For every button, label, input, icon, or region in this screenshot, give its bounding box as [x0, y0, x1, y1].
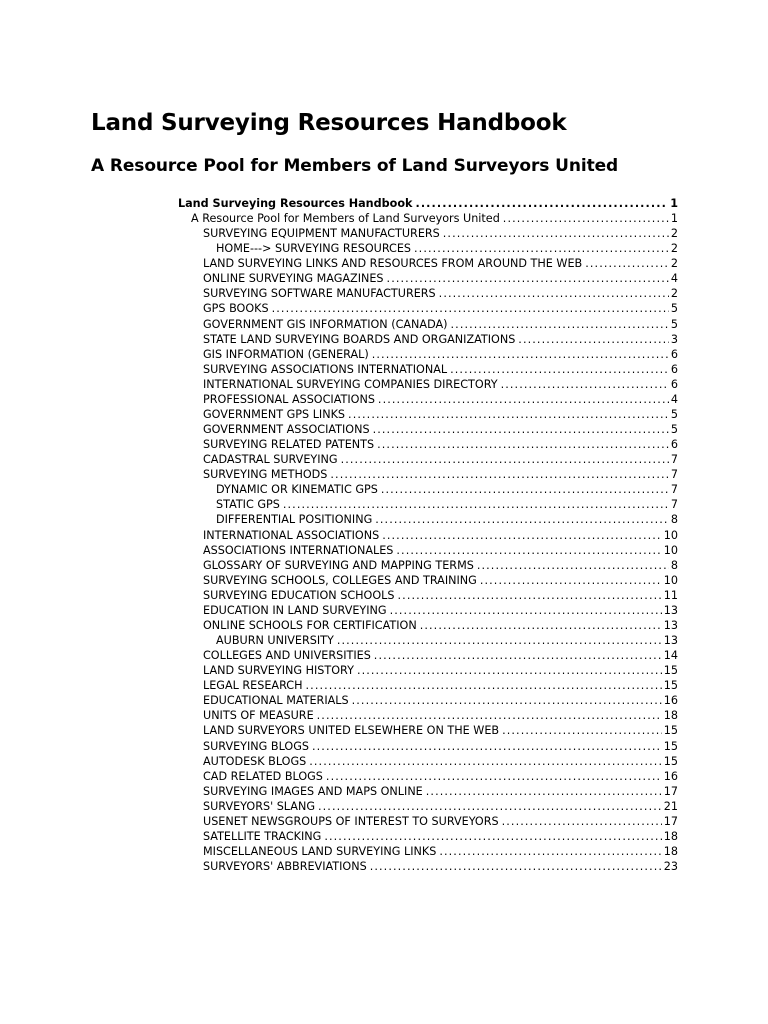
toc-entry[interactable]: [203, 723, 678, 738]
toc-entry[interactable]: [203, 256, 678, 271]
toc-dot-leader: [324, 829, 661, 844]
toc-entry-title: SURVEYING BLOGS: [203, 739, 309, 753]
toc-entry-title: LAND SURVEYORS UNITED ELSEWHERE ON THE WEB: [203, 724, 500, 738]
toc-dot-leader: [352, 693, 662, 708]
toc-entry[interactable]: [203, 422, 678, 437]
page-subtitle: A Resource Pool for Members of Land Surveyors United: [91, 156, 619, 176]
toc-entry-title: LAND SURVEYING LINKS AND RESOURCES FROM AROUND THE WEB: [203, 257, 583, 271]
toc-entry[interactable]: [203, 708, 678, 723]
toc-entry-title: USENET NEWSGROUPS OF INTEREST TO SURVEYORS: [203, 814, 499, 828]
toc-entry[interactable]: [216, 512, 678, 527]
toc-entry[interactable]: [203, 693, 678, 708]
toc-entry-page-number: 17: [663, 784, 678, 798]
toc-entry-page-number: 10: [663, 543, 678, 557]
toc-dot-leader: [317, 708, 662, 723]
toc-entry-title: PROFESSIONAL ASSOCIATIONS: [203, 392, 375, 406]
toc-entry-page-number: 5: [670, 302, 678, 316]
toc-entry-page-number: 1: [670, 197, 678, 210]
toc-dot-leader: [337, 633, 662, 648]
toc-entry-page-number: 21: [663, 799, 678, 813]
toc-entry-title: SURVEYING EQUIPMENT MANUFACTURERS: [203, 227, 440, 241]
toc-dot-leader: [375, 512, 669, 527]
toc-entry-page-number: 3: [670, 332, 678, 346]
toc-dot-leader: [426, 784, 662, 799]
toc-entry-page-number: 2: [670, 257, 678, 271]
toc-entry[interactable]: [203, 467, 678, 482]
toc-entry-page-number: 5: [670, 407, 678, 421]
toc-entry[interactable]: [203, 678, 678, 693]
toc-entry-title: AUBURN UNIVERSITY: [216, 634, 334, 648]
toc-entry[interactable]: [203, 528, 678, 543]
toc-entry-page-number: 13: [663, 634, 678, 648]
toc-entry-title: ONLINE SCHOOLS FOR CERTIFICATION: [203, 618, 417, 632]
toc-entry[interactable]: [203, 377, 678, 392]
toc-dot-leader: [326, 769, 662, 784]
toc-dot-leader: [443, 226, 669, 241]
toc-dot-leader: [477, 558, 669, 573]
toc-dot-leader: [420, 618, 662, 633]
toc-entry-page-number: 10: [663, 528, 678, 542]
toc-entry[interactable]: [203, 332, 678, 347]
toc-dot-leader: [501, 377, 669, 392]
toc-entry[interactable]: [191, 211, 678, 226]
toc-entry[interactable]: [216, 497, 678, 512]
toc-entry[interactable]: [203, 271, 678, 286]
toc-dot-leader: [415, 196, 668, 211]
toc-entry-page-number: 8: [670, 558, 678, 572]
toc-entry-title: COLLEGES AND UNIVERSITIES: [203, 649, 371, 663]
toc-dot-leader: [382, 528, 662, 543]
page-title: Land Surveying Resources Handbook: [91, 110, 567, 136]
toc-entry[interactable]: [203, 603, 678, 618]
toc-entry-title: SATELLITE TRACKING: [203, 829, 322, 843]
toc-dot-leader: [374, 648, 662, 663]
toc-dot-leader: [451, 317, 669, 332]
toc-entry-page-number: 10: [663, 573, 678, 587]
toc-dot-leader: [502, 814, 662, 829]
toc-dot-leader: [372, 347, 669, 362]
toc-entry-title: SURVEYING ASSOCIATIONS INTERNATIONAL: [203, 362, 448, 376]
toc-entry-page-number: 11: [663, 588, 678, 602]
toc-entry-title: ONLINE SURVEYING MAGAZINES: [203, 272, 384, 286]
toc-entry[interactable]: [216, 482, 678, 497]
toc-dot-leader: [503, 211, 669, 226]
toc-dot-leader: [357, 663, 662, 678]
toc-dot-leader: [330, 467, 668, 482]
toc-entry[interactable]: [203, 769, 678, 784]
toc-entry-title: EDUCATIONAL MATERIALS: [203, 694, 349, 708]
toc-entry-title: GPS BOOKS: [203, 302, 269, 316]
toc-entry[interactable]: [203, 558, 678, 573]
toc-entry-page-number: 1: [670, 212, 678, 226]
toc-dot-leader: [272, 301, 669, 316]
toc-entry-page-number: 2: [670, 287, 678, 301]
toc-entry-page-number: 8: [670, 513, 678, 527]
toc-entry-page-number: 6: [670, 438, 678, 452]
toc-entry[interactable]: [203, 754, 678, 769]
toc-entry[interactable]: [203, 829, 678, 844]
toc-dot-leader: [377, 437, 669, 452]
toc-entry-title: GOVERNMENT ASSOCIATIONS: [203, 423, 370, 437]
toc-dot-leader: [370, 859, 662, 874]
toc-entry-page-number: 7: [670, 498, 678, 512]
toc-dot-leader: [585, 256, 669, 271]
toc-entry-title: EDUCATION IN LAND SURVEYING: [203, 603, 387, 617]
toc-entry[interactable]: [203, 648, 678, 663]
toc-entry[interactable]: [216, 633, 678, 648]
toc-entry[interactable]: [203, 452, 678, 467]
toc-entry-title: DIFFERENTIAL POSITIONING: [216, 513, 373, 527]
toc-dot-leader: [414, 241, 669, 256]
toc-entry[interactable]: [203, 392, 678, 407]
toc-entry-page-number: 23: [663, 860, 678, 874]
toc-entry-page-number: 7: [670, 468, 678, 482]
toc-dot-leader: [518, 332, 669, 347]
toc-dot-leader: [283, 497, 669, 512]
toc-entry-title: SURVEYORS' ABBREVIATIONS: [203, 860, 367, 874]
toc-entry-title: GOVERNMENT GIS INFORMATION (CANADA): [203, 317, 448, 331]
toc-entry-page-number: 5: [670, 423, 678, 437]
toc-entry-page-number: 15: [663, 739, 678, 753]
toc-entry[interactable]: [203, 286, 678, 301]
toc-entry-title: SURVEYING METHODS: [203, 468, 328, 482]
toc-entry-title: SURVEYING IMAGES AND MAPS ONLINE: [203, 784, 423, 798]
toc-entry-page-number: 16: [663, 694, 678, 708]
toc-entry[interactable]: [203, 226, 678, 241]
toc-entry-title: INTERNATIONAL SURVEYING COMPANIES DIRECTORY: [203, 377, 498, 391]
toc-entry-title: STATE LAND SURVEYING BOARDS AND ORGANIZATIONS: [203, 332, 516, 346]
toc-entry-title: Land Surveying Resources Handbook: [178, 197, 413, 210]
toc-entry[interactable]: [203, 543, 678, 558]
toc-entry[interactable]: [203, 784, 678, 799]
toc-entry-title: SURVEYING SCHOOLS, COLLEGES AND TRAINING: [203, 573, 477, 587]
toc-entry-page-number: 18: [663, 829, 678, 843]
toc-entry-page-number: 15: [663, 754, 678, 768]
toc-entry-title: SURVEYORS' SLANG: [203, 799, 315, 813]
toc-entry-title: CADASTRAL SURVEYING: [203, 453, 338, 467]
toc-dot-leader: [378, 392, 669, 407]
toc-entry-title: MISCELLANEOUS LAND SURVEYING LINKS: [203, 845, 437, 858]
toc-dot-leader: [348, 407, 669, 422]
toc-dot-leader: [373, 422, 669, 437]
toc-entry-title: ASSOCIATIONS INTERNATIONALES: [203, 543, 394, 557]
toc-entry[interactable]: [203, 844, 678, 859]
toc-dot-leader: [312, 739, 662, 754]
toc-entry[interactable]: [203, 407, 678, 422]
toc-entry-page-number: 18: [663, 845, 678, 858]
toc-dot-leader: [390, 603, 662, 618]
toc-entry-page-number: 18: [663, 709, 678, 723]
toc-dot-leader: [306, 678, 662, 693]
toc-dot-leader: [502, 723, 662, 738]
toc-entry-page-number: 4: [670, 392, 678, 406]
toc-entry-title: INTERNATIONAL ASSOCIATIONS: [203, 528, 380, 542]
toc-entry[interactable]: [203, 347, 678, 362]
toc-entry-title: HOME---> SURVEYING RESOURCES: [216, 242, 412, 256]
toc-dot-leader: [439, 844, 661, 859]
toc-entry-title: SURVEYING RELATED PATENTS: [203, 438, 375, 452]
toc-entry[interactable]: [203, 573, 678, 588]
toc-entry-page-number: 15: [663, 664, 678, 678]
toc-entry-title: GLOSSARY OF SURVEYING AND MAPPING TERMS: [203, 558, 474, 572]
toc-dot-leader: [450, 362, 669, 377]
toc-entry-title: LEGAL RESEARCH: [203, 679, 303, 693]
toc-dot-leader: [309, 754, 662, 769]
toc-entry-title: GOVERNMENT GPS LINKS: [203, 407, 346, 421]
toc-dot-leader: [387, 271, 669, 286]
toc-entry-title: DYNAMIC OR KINEMATIC GPS: [216, 483, 378, 497]
toc-entry-title: A Resource Pool for Members of Land Surveyors United: [191, 212, 500, 226]
toc-entry[interactable]: [203, 663, 678, 678]
toc-entry-title: SURVEYING SOFTWARE MANUFACTURERS: [203, 287, 436, 301]
toc-entry[interactable]: [203, 859, 678, 874]
toc-entry-title: GIS INFORMATION (GENERAL): [203, 347, 369, 361]
toc-entry-page-number: 5: [670, 317, 678, 331]
toc-entry[interactable]: [216, 241, 678, 256]
toc-dot-leader: [318, 799, 662, 814]
toc-entry[interactable]: [203, 317, 678, 332]
toc-entry-page-number: 15: [663, 724, 678, 738]
toc-entry-title: AUTODESK BLOGS: [203, 754, 307, 768]
toc-entry[interactable]: [203, 739, 678, 754]
toc-entry[interactable]: [203, 362, 678, 377]
toc-entry-title: UNITS OF MEASURE: [203, 709, 314, 723]
toc-entry-page-number: 13: [663, 618, 678, 632]
toc-entry-page-number: 2: [670, 242, 678, 256]
toc-entry-title: LAND SURVEYING HISTORY: [203, 664, 354, 678]
toc-dot-leader: [341, 452, 669, 467]
toc-dot-leader: [439, 286, 669, 301]
toc-entry-page-number: 4: [670, 272, 678, 286]
toc-entry-page-number: 6: [670, 362, 678, 376]
toc-entry-page-number: 2: [670, 227, 678, 241]
toc-entry-page-number: 7: [670, 453, 678, 467]
toc-dot-leader: [381, 482, 669, 497]
toc-entry-title: SURVEYING EDUCATION SCHOOLS: [203, 588, 395, 602]
toc-entry-page-number: 16: [663, 769, 678, 783]
toc-entry[interactable]: [203, 588, 678, 603]
toc-dot-leader: [398, 588, 662, 603]
toc-entry-page-number: 6: [670, 347, 678, 361]
toc-entry-title: STATIC GPS: [216, 498, 280, 512]
toc-entry-page-number: 13: [663, 603, 678, 617]
toc-entry[interactable]: [203, 799, 678, 814]
toc-entry[interactable]: [203, 301, 678, 316]
toc-entry[interactable]: [203, 437, 678, 452]
toc-entry-page-number: 7: [670, 483, 678, 497]
toc-dot-leader: [396, 543, 661, 558]
toc-entry[interactable]: [178, 196, 678, 211]
toc-entry[interactable]: [203, 814, 678, 829]
toc-entry-title: CAD RELATED BLOGS: [203, 769, 323, 783]
toc-dot-leader: [480, 573, 662, 588]
toc-entry-page-number: 14: [663, 649, 678, 663]
toc-entry-page-number: 15: [663, 679, 678, 693]
toc-entry-page-number: 17: [663, 814, 678, 828]
toc-entry-page-number: 6: [670, 377, 678, 391]
toc-entry[interactable]: [203, 618, 678, 633]
